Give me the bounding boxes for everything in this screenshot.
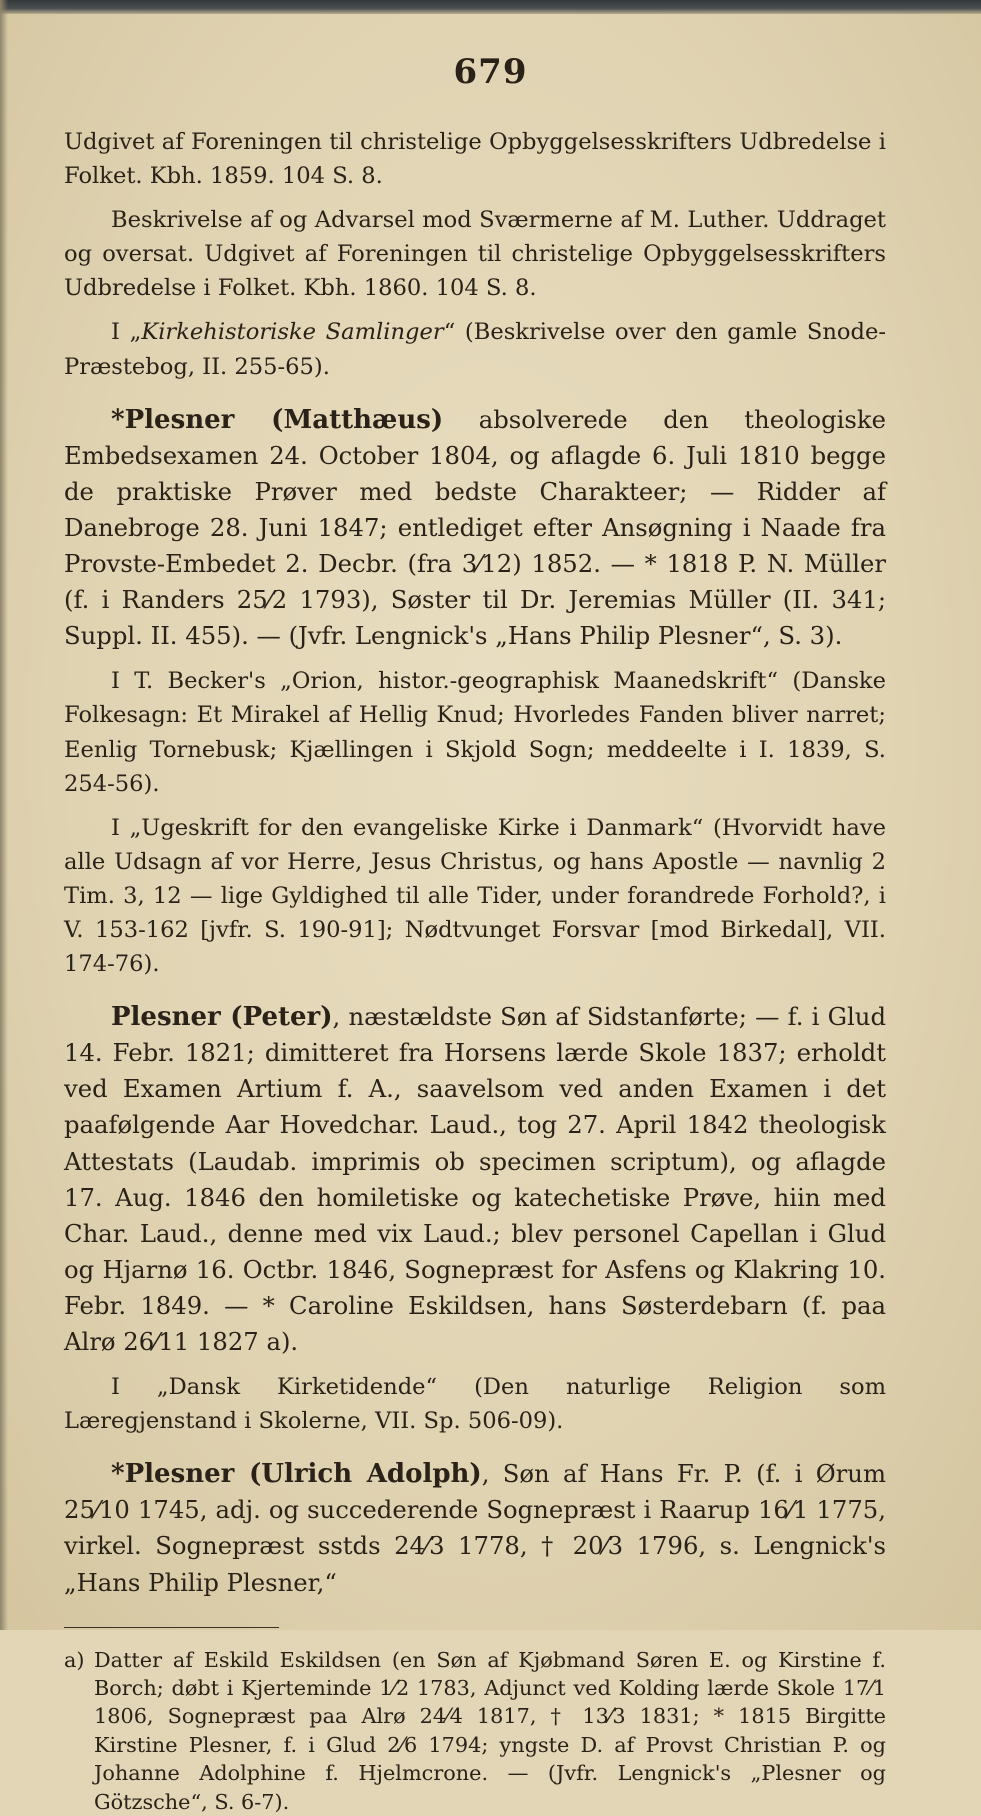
entry-peter [64,999,886,1360]
entry-ulrich-headword: *Plesner (Ulrich Adolph) [111,1459,482,1490]
entry-matthaeus-headword: *Plesner (Matthæus) [111,404,444,435]
p3-title: Kirkehistoriske Samlinger [141,319,444,346]
paragraph-orion: I T. Becker's „Orion, histor.-geographisk Maanedskrift“ (Danske Folkesagn: Et Mirakel af Hellig Knud; Hvorledes Fanden bliver narret; Eenlig Tornebusk; Kjællingen i Skjold Sogn; meddeelte i I. 1839, S. 254-56). [64,668,886,797]
binding-edge-top [0,0,981,14]
p3-suffix: “ (Beskrivelse over den gamle Snode-Præstebog, II. 255-65). [64,319,887,380]
entry-peter-headword: Plesner (Peter) [111,1002,333,1033]
footnote-divider [64,1627,279,1628]
paragraph-publication-1: Udgivet af Foreningen til christelige Opbyggelsesskrifters Udbredelse i Folket. Kbh. 1859. 104 S. 8. [64,129,886,190]
page-body [64,125,886,1816]
paragraph-kirketidende: I „Dansk Kirketidende“ (Den naturlige Religion som Læregjenstand i Skolerne, VII. Sp. 506-09). [64,1374,886,1435]
entry-ulrich-adolph [64,1456,886,1600]
entry-matthaeus-body: absolverede den theologiske Embedsexamen 24. October 1804, og aflagde 6. Juli 1810 begge de praktiske Prøver med bedste Charakteer; — Ridder af Danebroge 28. Juni 1847; entlediget efter Ansøgning i Naade fra Provste-Embedet 2. Decbr. (fra 3⁄12) 1852. — * 1818 P. N. Müller (f. i Randers 25⁄2 1793), Søster til Dr. Jeremias Müller (II. 341; Suppl. II. 455). — (Jvfr. Lengnick's „Hans Philip Plesner“, S. 3). [64,404,886,651]
binding-edge-left [0,0,8,1630]
entry-ulrich-body: , Søn af Hans Fr. P. (f. i Ørum 25⁄10 1745, adj. og succederende Sognepræst i Raarup 16⁄1 1775, virkel. Sognepræst sstds 24⁄3 1778, † 20⁄3 1796, s. Lengnick's „Hans Philip Plesner,“ [64,1459,886,1597]
entry-matthaeus [64,402,886,655]
footnote-text: Datter af Eskild Eskildsen (en Søn af Kjøbmand Søren E. og Kirstine f. Borch; døbt i Kjerteminde 1⁄2 1783, Adjunct ved Kolding lærde Skole 17⁄1 1806, Sognepræst paa Alrø 24⁄4 1817, † 13⁄3 1831; * 1815 Birgitte Kirstine Plesner, f. i Glud 2⁄6 1794; yngste D. af Provst Christian P. og Johanne Adolphine f. Hjelmcrone. — (Jvfr. Lengnick's „Plesner og Götzsche“, S. 6-7). [94,1647,886,1814]
entry-peter-body: , næstældste Søn af Sidstanførte; — f. i Glud 14. Febr. 1821; dimitteret fra Horsens lærde Skole 1837; erholdt ved Examen Artium f. A., saavelsom ved anden Examen i det paafølgende Aar Hovedchar. Laud., tog 27. April 1842 theologisk Attestats (Laudab. imprimis ob specimen scriptum), og aflagde 17. Aug. 1846 den homiletiske og katechetiske Prøve, hiin med Char. Laud., denne med vix Laud.; blev personel Capellan i Glud og Hjarnø 16. Octbr. 1846, Sognepræst for Asfens og Klakring 10. Febr. 1849. — * Caroline Eskildsen, hans Søsterdebarn (f. paa Alrø 26⁄11 1827 a). [64,1002,886,1356]
paragraph-publication-2: Beskrivelse af og Advarsel mod Sværmerne af M. Luther. Uddraget og oversat. Udgivet af Foreningen til christelige Opbyggelsesskrifters Udbredelse i Folket. Kbh. 1860. 104 S. 8. [64,207,886,302]
footnote-a [64,1646,886,1816]
paragraph-ugeskrift: I „Ugeskrift for den evangeliske Kirke i Danmark“ (Hvorvidt have alle Udsagn af vor Herre, Jesus Christus, og hans Apostle — navnlig 2 Tim. 3, 12 — lige Gyldighed til alle Tider, under forandrede Forhold?, i V. 153-162 [jvfr. S. 190-91]; Nødtvunget Forsvar [mod Birkedal], VII. 174-76). [64,814,886,978]
footnote-mark: a) [64,1647,85,1672]
p3-prefix: I „ [111,319,142,346]
page-number: 679 [453,52,528,92]
paragraph-publication-3 [64,315,886,383]
